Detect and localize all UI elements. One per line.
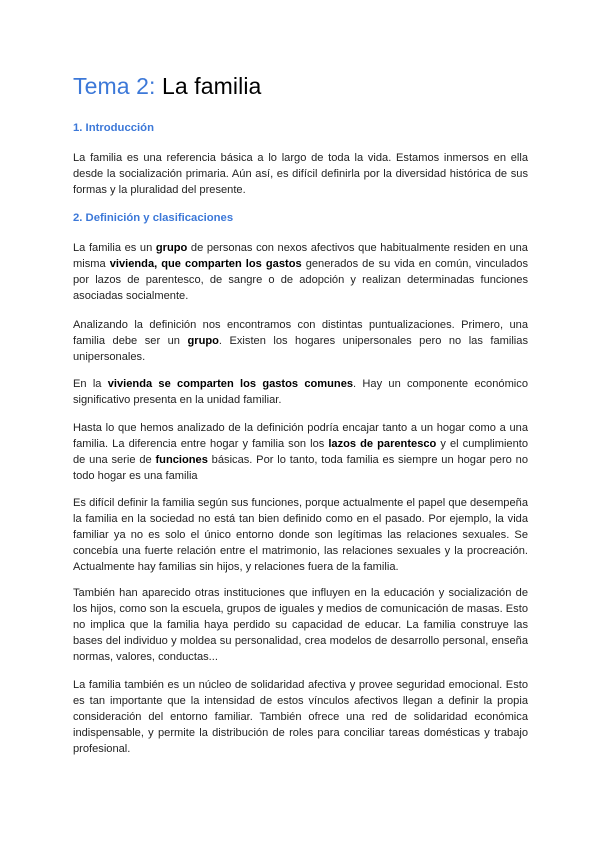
paragraph-introduccion: La familia es una referencia básica a lo largo de toda la vida. Estamos inmersos en ella desde la socialización primaria. Aún así, es difícil definirla por la diversidad histórica de sus formas y la pluralidad del presente. bbox=[73, 152, 528, 197]
page-title bbox=[73, 73, 261, 100]
paragraph-definicion: La familia es un grupo de personas con nexos afectivos que habitualmente residen en una misma vivienda, que comparten los gastos generados de su vida en común, vinculados por lazos de parentesco, de sangre o de adopción y realizan determinadas funciones asociadas socialmente. bbox=[73, 242, 528, 303]
paragraph-hogar-familia: Hasta lo que hemos analizado de la definición podría encajar tanto a un hogar como a una familia. La diferencia entre hogar y familia son los lazos de parentesco y el cumplimiento de una serie de funciones básicas. Por lo tanto, toda familia es siempre un hogar pero no todo hogar es una familia bbox=[73, 422, 529, 483]
paragraph-funciones: Es difícil definir la familia según sus funciones, porque actualmente el papel que desempeña la familia en la sociedad no está tan bien definido como en el pasado. Por ejemplo, la vida familiar ya no es solo el único entorno donde son legítimas las relaciones sexuales. Se concebía una fuerte relación entre el matrimonio, las relaciones sexuales y la procreación. Actualmente hay familias sin hijos, y relaciones fuera de la familia. bbox=[73, 497, 528, 574]
paragraph-puntualizaciones: Analizando la definición nos encontramos con distintas puntualizaciones. Primero, una familia debe ser un grupo. Existen los hogares unipersonales pero no las familias unipersonales. bbox=[73, 319, 528, 364]
section-heading-introduccion: 1. Introducción bbox=[73, 122, 154, 134]
title-name: La familia bbox=[162, 73, 262, 99]
paragraph-solidaridad: La familia también es un núcleo de solidaridad afectiva y provee seguridad emocional. Esto es tan importante que la intensidad de estos vínculos afectivos llegan a definir la propia consideración del entorno familiar. También ofrece una red de solidaridad económica indispensable, y permite la distribución de roles para conciliar tareas domésticas y trabajo profesional. bbox=[73, 679, 528, 756]
section-heading-definicion: 2. Definición y clasificaciones bbox=[73, 212, 234, 224]
paragraph-vivienda: En la vivienda se comparten los gastos comunes. Hay un componente económico significativo presenta en la unidad familiar. bbox=[73, 378, 528, 407]
title-number: Tema 2: bbox=[73, 73, 156, 99]
paragraph-instituciones: También han aparecido otras instituciones que influyen en la educación y socialización de los hijos, como son la escuela, grupos de iguales y medios de comunicación de masas. Esto no implica que la familia haya perdido su capacidad de educar. La familia construye las bases del individuo y moldea su personalidad, crea modelos de desarrollo personal, enseña normas, valores, conductas... bbox=[73, 587, 528, 664]
